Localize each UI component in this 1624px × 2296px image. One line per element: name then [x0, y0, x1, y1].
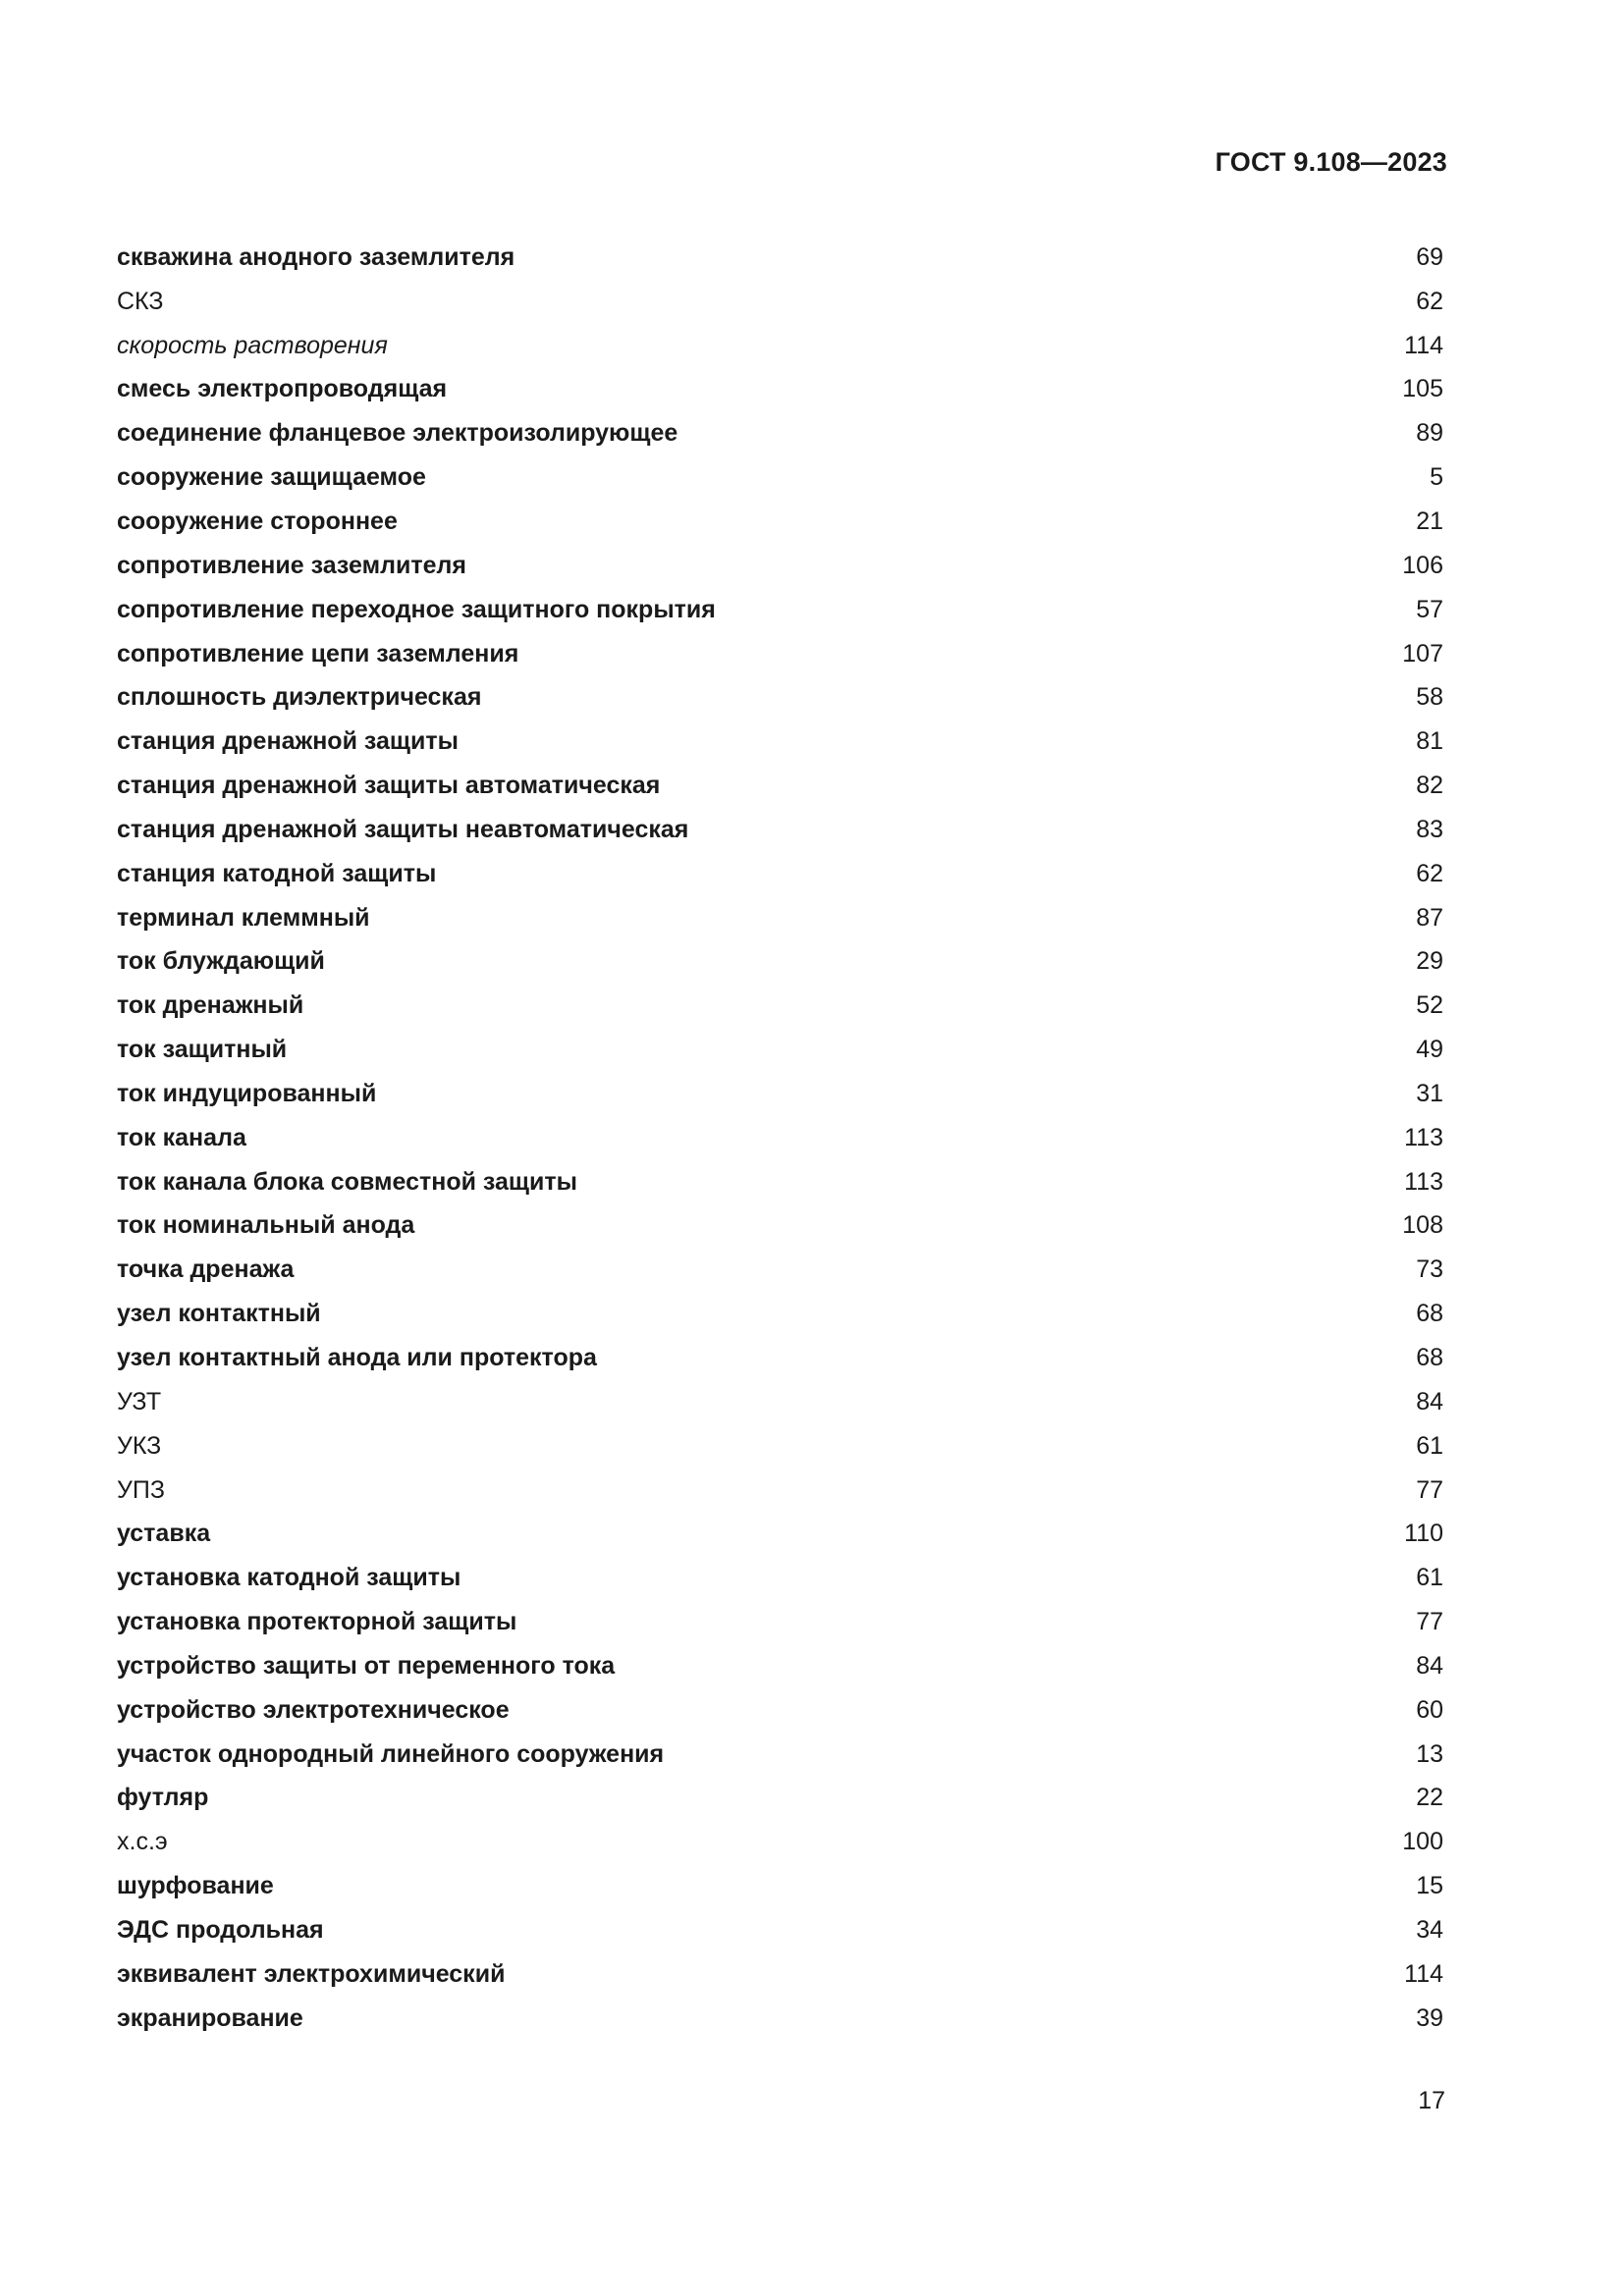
index-entry	[117, 675, 1443, 720]
index-entry	[117, 1336, 1443, 1380]
index-term: экранирование	[117, 2003, 303, 2032]
index-term: ток защитный	[117, 1036, 288, 1064]
index-term-number: 68	[1416, 1344, 1443, 1372]
index-entry	[117, 1028, 1443, 1072]
index-entry	[117, 1556, 1443, 1600]
index-entry	[117, 1424, 1443, 1468]
index-entry	[117, 764, 1443, 808]
index-term-number: 52	[1416, 991, 1443, 1020]
index-term: станция дренажной защиты автоматическая	[117, 772, 661, 800]
index-entry	[117, 1380, 1443, 1424]
index-entry	[117, 808, 1443, 852]
index-term: установка протекторной защиты	[117, 1608, 517, 1636]
index-term: скважина анодного заземлителя	[117, 242, 515, 271]
document-code: ГОСТ 9.108—2023	[1215, 147, 1447, 177]
index-term-number: 106	[1402, 551, 1443, 579]
index-entry	[117, 1292, 1443, 1336]
index-term: ток блуждающий	[117, 947, 325, 976]
index-term-number: 21	[1416, 507, 1443, 535]
index-term-number: 68	[1416, 1300, 1443, 1328]
index-entry	[117, 1777, 1443, 1821]
index-term-number: 49	[1416, 1036, 1443, 1064]
index-term-number: 114	[1404, 1959, 1443, 1988]
index-term-number: 5	[1430, 463, 1443, 492]
index-term-number: 13	[1416, 1739, 1443, 1768]
index-term-number: 113	[1404, 1123, 1443, 1151]
index-entry	[117, 455, 1443, 500]
index-term: узел контактный	[117, 1300, 321, 1328]
index-term-number: 34	[1416, 1915, 1443, 1944]
index-term: сооружение стороннее	[117, 507, 398, 535]
index-term-number: 61	[1416, 1564, 1443, 1592]
index-term: УПЗ	[117, 1475, 165, 1504]
index-term-number: 22	[1416, 1784, 1443, 1812]
index-term: ток канала блока совместной защиты	[117, 1167, 577, 1196]
index-term-number: 77	[1416, 1608, 1443, 1636]
index-term: станция дренажной защиты неавтоматическая	[117, 815, 689, 843]
index-entry	[117, 1688, 1443, 1733]
index-entry	[117, 500, 1443, 544]
index-term-number: 110	[1404, 1520, 1443, 1548]
index-term: шурфование	[117, 1872, 274, 1900]
index-term: уставка	[117, 1520, 211, 1548]
index-term-number: 62	[1416, 287, 1443, 315]
index-term-number: 57	[1416, 595, 1443, 623]
index-entry	[117, 1908, 1443, 1952]
index-entry	[117, 544, 1443, 588]
index-entry	[117, 1733, 1443, 1777]
index-entry	[117, 1864, 1443, 1908]
index-term: ток индуцированный	[117, 1079, 377, 1107]
index-term: соединение фланцевое электроизолирующее	[117, 419, 678, 448]
index-term: терминал клеммный	[117, 903, 370, 932]
index-entry	[117, 1820, 1443, 1864]
index-term-number: 39	[1416, 2003, 1443, 2032]
index-term-number: 82	[1416, 772, 1443, 800]
index-entry	[117, 632, 1443, 676]
index-term-number: 60	[1416, 1695, 1443, 1724]
index-entry	[117, 720, 1443, 764]
index-term: ток канала	[117, 1123, 246, 1151]
index-entry	[117, 1160, 1443, 1204]
index-term-number: 100	[1402, 1828, 1443, 1856]
index-term-number: 77	[1416, 1475, 1443, 1504]
index-entry	[117, 852, 1443, 896]
index-term-number: 69	[1416, 242, 1443, 271]
index-term: ЭДС продольная	[117, 1915, 324, 1944]
index-term-number: 84	[1416, 1651, 1443, 1680]
index-term-number: 108	[1402, 1211, 1443, 1240]
index-term: установка катодной защиты	[117, 1564, 461, 1592]
index-term: станция дренажной защиты	[117, 727, 459, 756]
index-term: УЗТ	[117, 1387, 162, 1415]
index-term-number: 15	[1416, 1872, 1443, 1900]
index-term-number: 73	[1416, 1255, 1443, 1284]
index-term-number: 84	[1416, 1387, 1443, 1415]
index-entry	[117, 1248, 1443, 1292]
index-term: сопротивление цепи заземления	[117, 639, 519, 667]
index-term-number: 107	[1402, 639, 1443, 667]
index-term-number: 29	[1416, 947, 1443, 976]
term-index-list	[117, 236, 1443, 2041]
index-entry	[117, 1644, 1443, 1688]
index-term: х.с.э	[117, 1828, 168, 1856]
index-term: узел контактный анода или протектора	[117, 1344, 597, 1372]
index-term-number: 105	[1402, 375, 1443, 403]
index-entry	[117, 1952, 1443, 1997]
index-term: сплошность диэлектрическая	[117, 683, 482, 712]
index-term: эквивалент электрохимический	[117, 1959, 506, 1988]
index-term-number: 31	[1416, 1079, 1443, 1107]
index-entry	[117, 1072, 1443, 1116]
index-term: участок однородный линейного сооружения	[117, 1739, 665, 1768]
index-term: ток дренажный	[117, 991, 304, 1020]
index-term-number: 113	[1404, 1167, 1443, 1196]
index-term: устройство электротехническое	[117, 1695, 510, 1724]
index-term-number: 114	[1404, 331, 1443, 359]
index-term-number: 83	[1416, 815, 1443, 843]
index-term: устройство защиты от переменного тока	[117, 1651, 616, 1680]
index-entry	[117, 1204, 1443, 1249]
index-term: УКЗ	[117, 1431, 162, 1460]
index-term-number: 81	[1416, 727, 1443, 756]
index-entry	[117, 1600, 1443, 1644]
index-term: футляр	[117, 1784, 209, 1812]
index-entry	[117, 1116, 1443, 1160]
index-term: сооружение защищаемое	[117, 463, 426, 492]
index-term: станция катодной защиты	[117, 859, 437, 887]
index-entry	[117, 411, 1443, 455]
index-term: скорость растворения	[117, 331, 388, 359]
index-entry	[117, 324, 1443, 368]
index-entry	[117, 280, 1443, 324]
index-entry	[117, 1468, 1443, 1513]
index-term: сопротивление заземлителя	[117, 551, 466, 579]
page-number: 17	[1418, 2087, 1445, 2114]
index-entry	[117, 940, 1443, 985]
index-term-number: 87	[1416, 903, 1443, 932]
index-term-number: 58	[1416, 683, 1443, 712]
index-term-number: 62	[1416, 859, 1443, 887]
index-term: точка дренажа	[117, 1255, 295, 1284]
index-entry	[117, 236, 1443, 280]
index-entry	[117, 368, 1443, 412]
index-entry	[117, 984, 1443, 1028]
index-term-number: 61	[1416, 1431, 1443, 1460]
index-term: СКЗ	[117, 287, 164, 315]
index-term: сопротивление переходное защитного покрытия	[117, 595, 716, 623]
index-term: смесь электропроводящая	[117, 375, 448, 403]
index-term: ток номинальный анода	[117, 1211, 415, 1240]
index-entry	[117, 1997, 1443, 2041]
index-entry	[117, 588, 1443, 632]
index-entry	[117, 1512, 1443, 1556]
index-entry	[117, 896, 1443, 940]
index-term-number: 89	[1416, 419, 1443, 448]
